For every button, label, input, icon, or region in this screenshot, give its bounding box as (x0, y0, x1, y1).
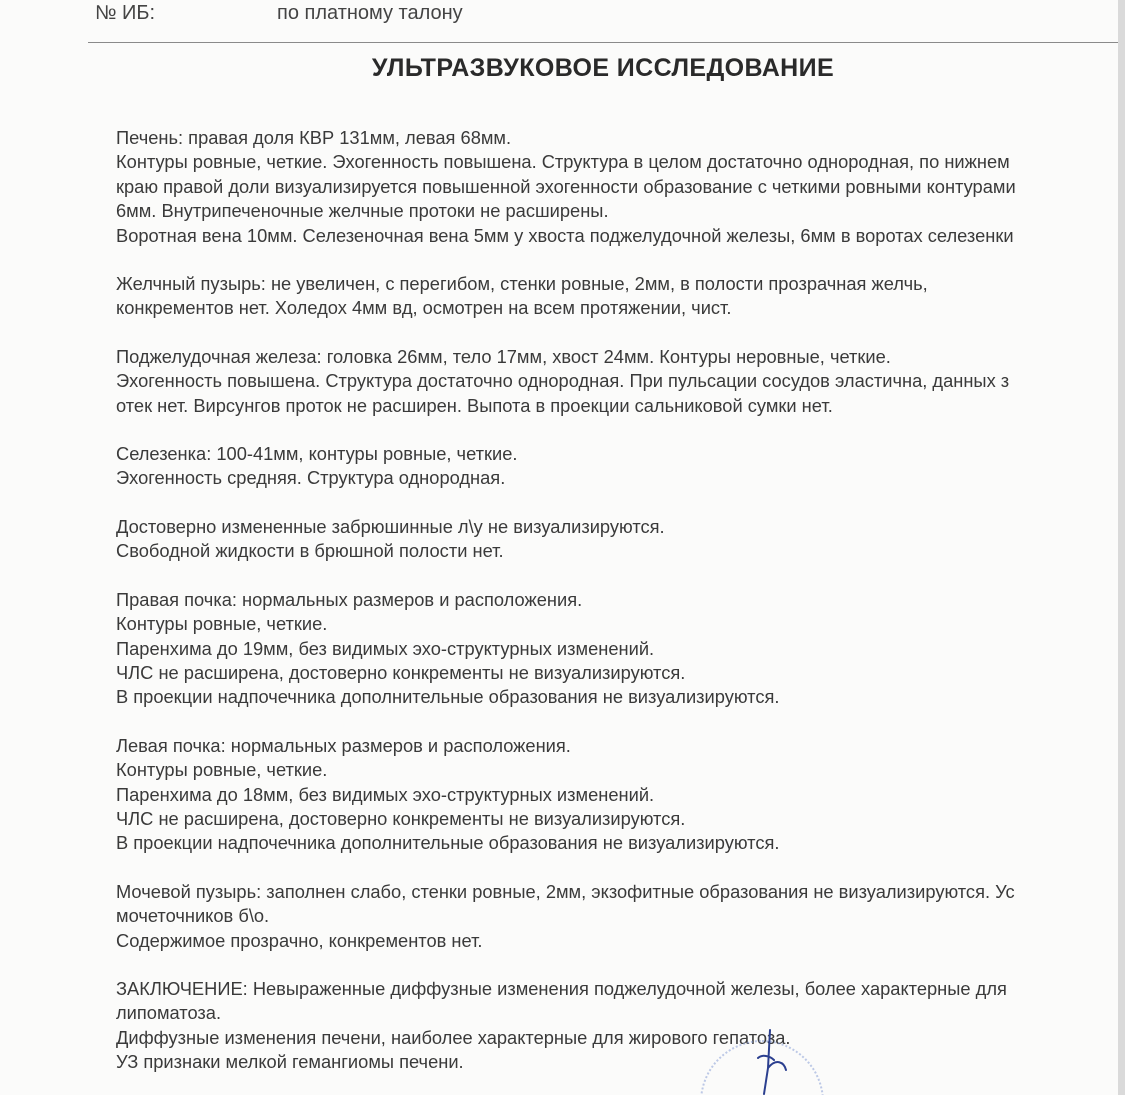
report-line: Паренхима до 19мм, без видимых эхо-структурных изменений. (116, 637, 655, 659)
pancreas-section (116, 345, 1118, 418)
report-line: ЧЛС не расширена, достоверно конкременты не визуализируются. (116, 807, 686, 829)
report-line: ЧЛС не расширена, достоверно конкременты не визуализируются. (116, 661, 686, 683)
report-line: Свободной жидкости в брюшной полости нет. (116, 540, 504, 562)
lymph-nodes-section (116, 515, 1118, 564)
section-gap (116, 953, 1118, 977)
report-line: Содержимое прозрачно, конкрементов нет. (116, 929, 483, 951)
page-edge (1118, 0, 1125, 1095)
section-gap (116, 491, 1118, 515)
report-line: Контуры ровные, четкие. Эхогенность повышена. Структура в целом достаточно однородная, по нижнем (116, 151, 1010, 173)
report-line: отек нет. Вирсунгов проток не расширен. Выпота в проекции сальниковой сумки нет. (116, 394, 833, 416)
report-body (116, 126, 1118, 1075)
report-line: 6мм. Внутрипеченочные желчные протоки не расширены. (116, 200, 609, 222)
signature-mark (740, 1028, 800, 1095)
report-line: Правая почка: нормальных размеров и расположения. (116, 588, 583, 610)
report-line: конкрементов нет. Холедох 4мм вд, осмотрен на всем протяжении, чист. (116, 297, 732, 319)
report-line: Эхогенность средняя. Структура однородная. (116, 467, 506, 489)
report-line: Печень: правая доля КВР 131мм, левая 68мм. (116, 127, 512, 148)
record-number-label: № ИБ: (95, 2, 156, 24)
liver-section (116, 126, 1118, 248)
section-gap (116, 710, 1118, 734)
report-line: Эхогенность повышена. Структура достаточно однородная. При пульсации сосудов эластична, данных з (116, 370, 1010, 392)
report-line: Селезенка: 100-41мм, контуры ровные, четкие. (116, 443, 518, 465)
report-line: Поджелудочная железа: головка 26мм, тело 17мм, хвост 24мм. Контуры неровные, четкие. (116, 345, 891, 367)
right-kidney-section (116, 588, 1118, 710)
page-title: УЛЬТРАЗВУКОВОЕ ИССЛЕДОВАНИЕ (371, 54, 835, 82)
report-line: Паренхима до 18мм, без видимых эхо-структурных изменений. (116, 783, 655, 805)
report-line: Контуры ровные, четкие. (116, 613, 328, 635)
report-line: Мочевой пузырь: заполнен слабо, стенки ровные, 2мм, экзофитные образования не визуализируются. Ус (116, 880, 1015, 902)
spleen-section (116, 442, 1118, 491)
section-gap (116, 248, 1118, 272)
section-gap (116, 321, 1118, 345)
left-kidney-section (116, 734, 1118, 856)
section-gap (116, 564, 1118, 588)
report-line: УЗ признаки мелкой гемангиомы печени. (116, 1051, 464, 1073)
conclusion-section (116, 977, 1118, 1075)
report-line: В проекции надпочечника дополнительные образования не визуализируются. (116, 832, 780, 854)
report-line: краю правой доли визуализируется повышенной эхогенности образование с четкими ровными контурами (116, 175, 1016, 197)
record-number-value: по платному талону (277, 2, 463, 24)
report-line: Левая почка: нормальных размеров и расположения. (116, 734, 571, 756)
report-line: Контуры ровные, четкие. (116, 759, 328, 781)
report-line: Достоверно измененные забрюшинные л\у не визуализируются. (116, 515, 665, 537)
header-divider (88, 42, 1118, 43)
report-line: Желчный пузырь: не увеличен, с перегибом, стенки ровные, 2мм, в полости прозрачная желчь, (116, 273, 928, 295)
record-number-row (95, 2, 463, 25)
report-line: мочеточников б\о. (116, 905, 270, 927)
section-gap (116, 418, 1118, 442)
report-line: липоматоза. (116, 1002, 222, 1024)
gallbladder-section (116, 272, 1118, 321)
report-line: ЗАКЛЮЧЕНИЕ: Невыраженные диффузные изменения поджелудочной железы, более характерные для (116, 977, 1007, 999)
report-line: Воротная вена 10мм. Селезеночная вена 5мм у хвоста поджелудочной железы, 6мм в воротах селезенки (116, 224, 1014, 246)
report-line: Диффузные изменения печени, наиболее характерные для жирового гепатоза. (116, 1026, 791, 1048)
section-gap (116, 856, 1118, 880)
bladder-section (116, 880, 1118, 953)
report-line: В проекции надпочечника дополнительные образования не визуализируются. (116, 686, 780, 708)
